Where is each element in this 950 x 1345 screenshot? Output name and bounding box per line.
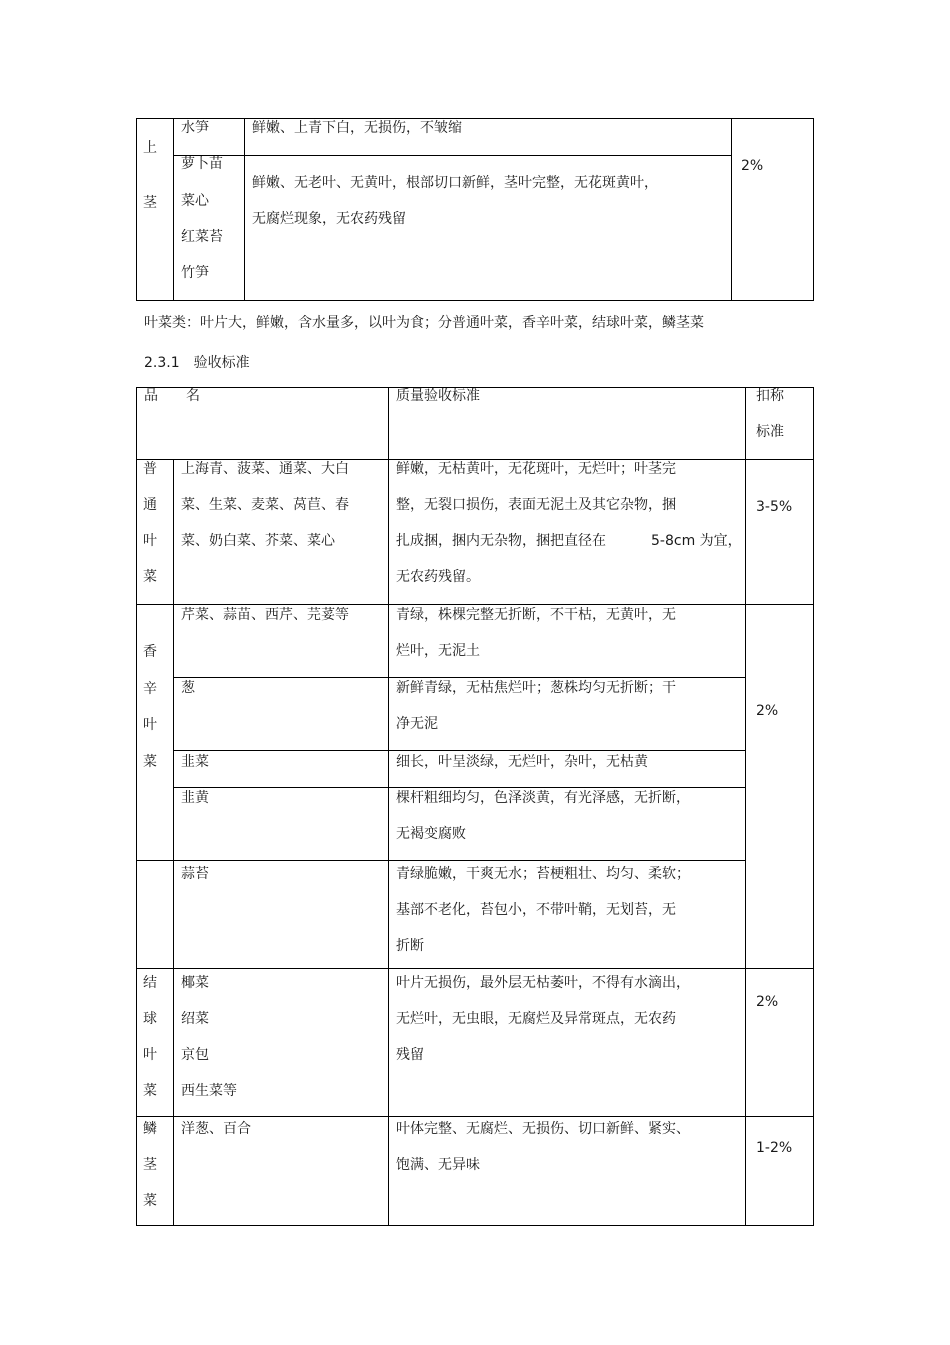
item-name: 绍菜 (181, 1011, 209, 1027)
item-name: 菜心 (181, 193, 209, 209)
leafy-intro: 叶菜类：叶片大，鲜嫩，含水量多，以叶为食；分普通叶菜，香辛叶菜，结球叶菜，鳞茎菜 (144, 315, 704, 331)
header-standard: 质量验收标准 (396, 388, 480, 404)
item-standard: 饱满、无异味 (396, 1157, 480, 1173)
item-standard: 鲜嫩、无老叶、无黄叶，根部切口新鲜，茎叶完整，无花斑黄叶， (252, 175, 658, 191)
item-standard: 细长，叶呈淡绿，无烂叶，杂叶，无枯黄 (396, 754, 648, 770)
category-char: 菜 (143, 1083, 157, 1099)
category-char: 上 (143, 140, 157, 156)
category-char: 香 (143, 644, 157, 660)
item-name: 葱 (181, 680, 195, 696)
item-standard: 无农药残留。 (396, 569, 480, 585)
item-standard: 棵杆粗细均匀，色泽淡黄，有光泽感，无折断， (396, 790, 690, 806)
deduction-value: 2% (756, 703, 779, 719)
item-standard: 叶片无损伤，最外层无枯萎叶，不得有水滴出， (396, 975, 690, 991)
category-char: 叶 (143, 533, 157, 549)
category-char: 菜 (143, 1193, 157, 1209)
item-name: 萝卜苗 (181, 156, 223, 172)
item-name: 水笋 (181, 120, 209, 136)
category-char: 鳞 (143, 1121, 157, 1137)
deduction-value: 2% (741, 158, 764, 174)
item-name: 椰菜 (181, 975, 209, 991)
item-name: 红菜苔 (181, 229, 223, 245)
item-standard: 无褐变腐败 (396, 826, 466, 842)
item-standard: 鲜嫩、上青下白，无损伤，不皱缩 (252, 120, 462, 136)
item-name: 京包 (181, 1047, 209, 1063)
item-name: 菜、奶白菜、芥菜、菜心 (181, 533, 335, 549)
category-char: 辛 (143, 681, 157, 697)
item-standard: 基部不老化，苔包小，不带叶鞘，无划苔，无 (396, 902, 676, 918)
category-char: 结 (143, 975, 157, 991)
section-heading (144, 353, 250, 373)
item-standard: 无烂叶，无虫眼，无腐烂及异常斑点，无农药 (396, 1011, 676, 1027)
item-standard: 青绿脆嫩，干爽无水；苔梗粗壮、均匀、柔软； (396, 866, 690, 882)
item-name: 蒜苔 (181, 866, 209, 882)
header-deduction: 扣称 (756, 388, 784, 404)
item-name: 菜、生菜、麦菜、莴苣、春 (181, 497, 349, 513)
deduction-value: 3-5% (756, 499, 793, 515)
item-name: 韭菜 (181, 754, 209, 770)
header-name-b: 名 (186, 388, 200, 404)
item-standard: 鲜嫩，无枯黄叶，无花斑叶，无烂叶；叶茎完 (396, 461, 676, 477)
category-char: 普 (143, 461, 157, 477)
section-number: 2.3.1 (144, 355, 180, 371)
item-name: 洋葱、百合 (181, 1121, 251, 1137)
header-deduction: 标准 (756, 424, 784, 440)
category-char: 茎 (143, 195, 157, 211)
item-name: 上海青、菠菜、通菜、大白 (181, 461, 349, 477)
item-standard: 叶体完整、无腐烂、无损伤、切口新鲜、紧实、 (396, 1121, 690, 1137)
section-title: 验收标准 (193, 355, 250, 371)
item-standard: 无腐烂现象，无农药残留 (252, 211, 406, 227)
item-standard: 烂叶，无泥土 (396, 643, 480, 659)
category-char: 球 (143, 1011, 157, 1027)
deduction-value: 2% (756, 994, 779, 1010)
item-standard: 青绿，株棵完整无折断，不干枯，无黄叶，无 (396, 607, 676, 623)
category-char: 菜 (143, 569, 157, 585)
category-char: 茎 (143, 1157, 157, 1173)
category-char: 菜 (143, 754, 157, 770)
item-name: 韭黄 (181, 790, 209, 806)
item-standard: 新鲜青绿，无枯焦烂叶；葱株均匀无折断；干 (396, 680, 676, 696)
item-name: 竹笋 (181, 265, 209, 281)
item-standard: 折断 (396, 938, 424, 954)
category-char: 通 (143, 497, 157, 513)
item-standard: 扎成捆，捆内无杂物，捆把直径在 (396, 533, 606, 549)
item-standard: 整，无裂口损伤，表面无泥土及其它杂物，捆 (396, 497, 676, 513)
category-char: 叶 (143, 717, 157, 733)
item-name: 芹菜、蒜苗、西芹、芫荽等 (181, 607, 349, 623)
item-name: 西生菜等 (181, 1083, 237, 1099)
category-char: 叶 (143, 1047, 157, 1063)
item-standard: 净无泥 (396, 716, 438, 732)
item-standard: 残留 (396, 1047, 424, 1063)
header-name-a: 品 (144, 388, 158, 404)
deduction-value: 1-2% (756, 1140, 793, 1156)
item-standard-size: 5-8cm 为宜， (651, 533, 742, 549)
